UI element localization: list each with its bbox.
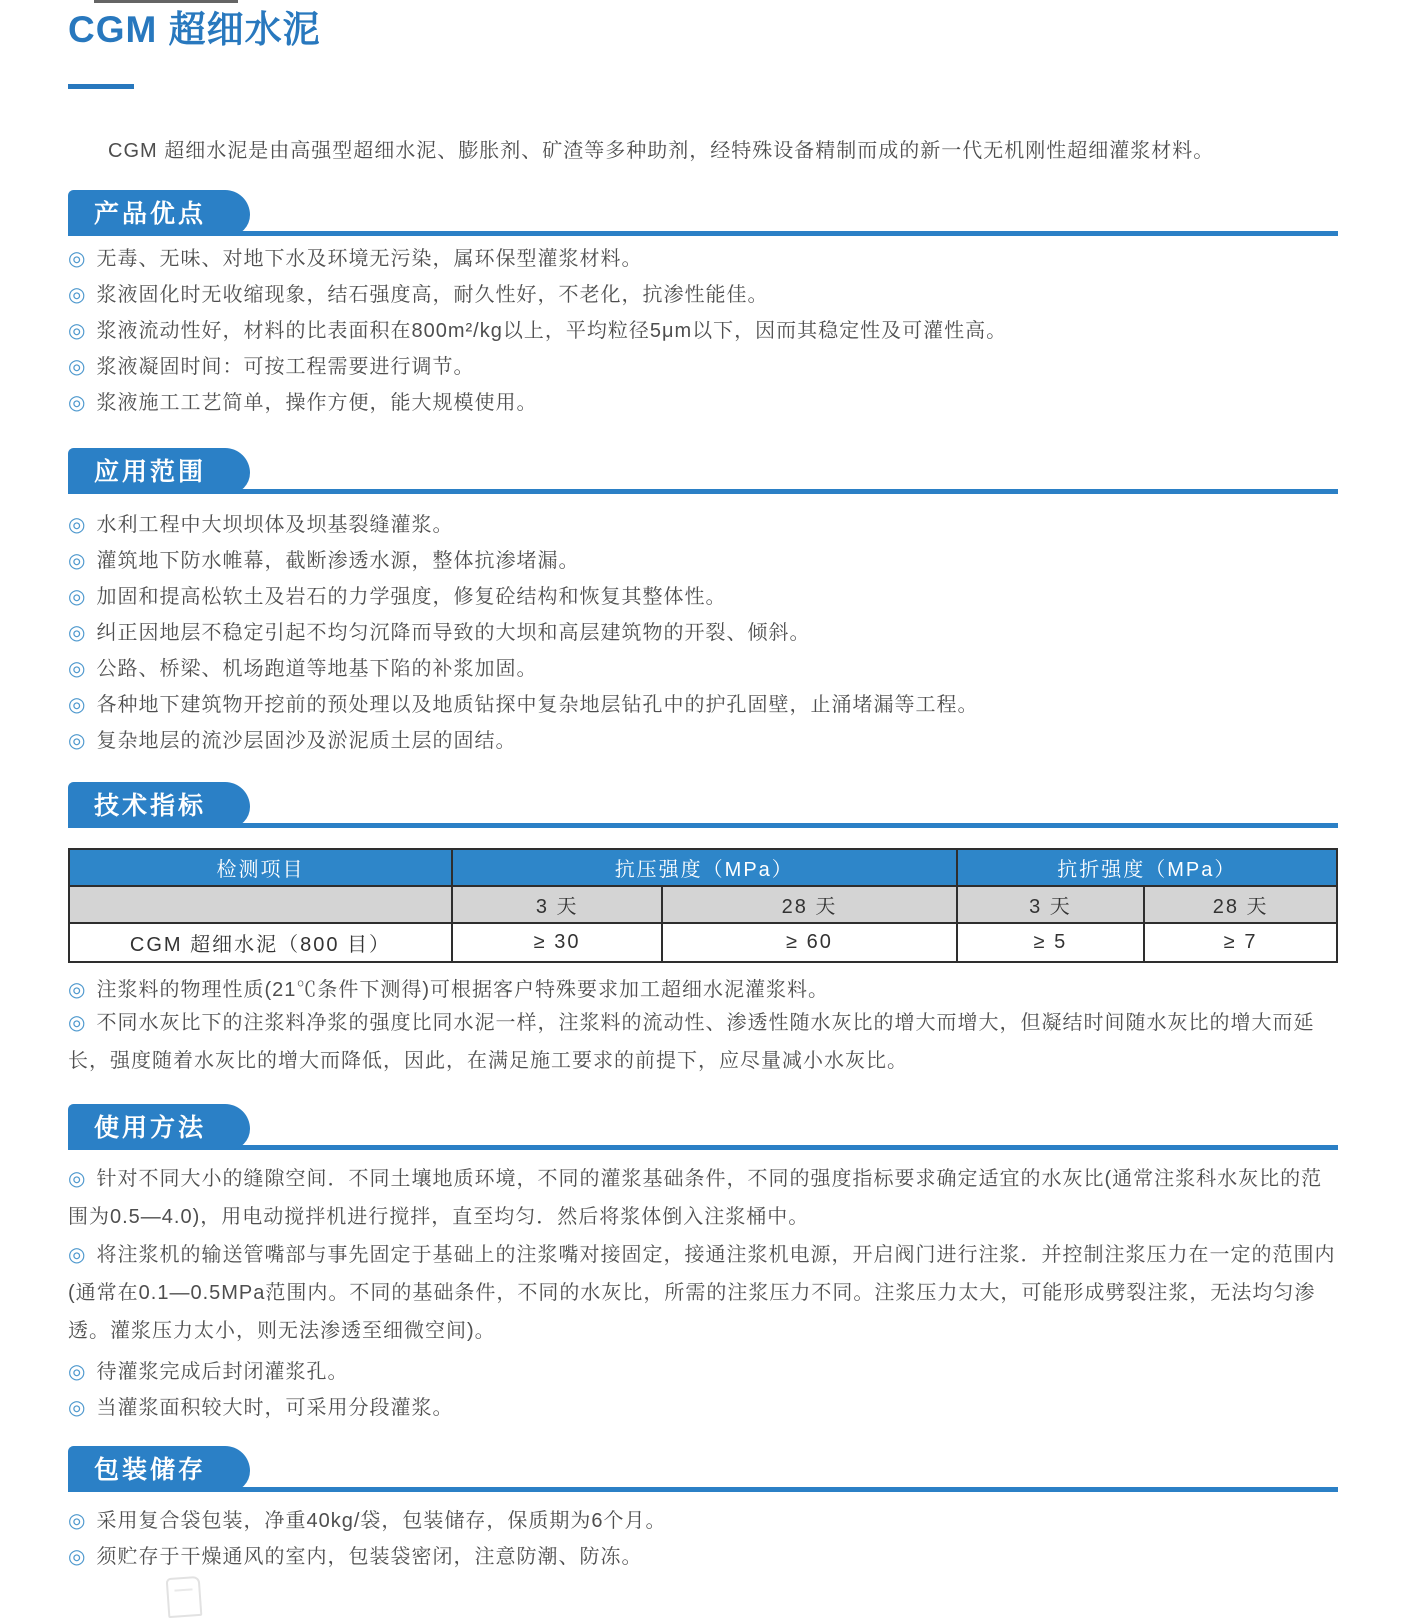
section-header-usage bbox=[68, 1104, 1338, 1150]
table-subheader-row bbox=[69, 886, 1337, 923]
table-row bbox=[69, 923, 1337, 962]
table-header-row bbox=[69, 849, 1337, 886]
list-item bbox=[68, 584, 1338, 611]
advantages-list bbox=[68, 246, 1338, 417]
section-heading: 使用方法 bbox=[94, 1114, 207, 1142]
bullet-icon: ◎ bbox=[68, 284, 87, 306]
bullet-text: 将注浆机的输送管嘴部与事先固定于基础上的注浆嘴对接固定，接通注浆机电源，开启阀门进行注浆．并控制注浆压力在一定的范围内(通常在0.1—0.5MPa范围内。不同的基础条件，不同的水灰比，所需的注浆压力不同。注浆压力太大，可能形成劈裂注浆，无法均匀渗透。灌浆压力太小，则无法渗透至细微空间)。 bbox=[68, 1244, 1336, 1342]
bullet-icon: ◎ bbox=[68, 248, 87, 270]
bullet-icon: ◎ bbox=[68, 979, 87, 1001]
subheader-cell: 28 天 bbox=[662, 886, 956, 923]
bullet-text: 浆液施工工艺简单，操作方便，能大规模使用。 bbox=[96, 392, 538, 414]
list-item bbox=[68, 977, 1338, 1004]
list-item bbox=[68, 548, 1338, 575]
list-item bbox=[68, 390, 1338, 417]
bullet-text: 注浆料的物理性质(21℃条件下测得)可根据客户特殊要求加工超细水泥灌浆料。 bbox=[96, 979, 830, 1001]
section-heading: 应用范围 bbox=[94, 458, 207, 486]
bullet-icon: ◎ bbox=[68, 1168, 87, 1190]
section-divider-line bbox=[68, 823, 1338, 828]
datasheet-page bbox=[68, 0, 1338, 1571]
bullet-icon: ◎ bbox=[68, 730, 87, 752]
section-header-applications bbox=[68, 448, 1338, 494]
section-heading: 包装储存 bbox=[94, 1456, 207, 1484]
list-item bbox=[68, 728, 1338, 755]
bullet-icon: ◎ bbox=[68, 1244, 87, 1266]
list-item bbox=[68, 620, 1338, 647]
bullet-text: 不同水灰比下的注浆料净浆的强度比同水泥一样，注浆料的流动性、渗透性随水灰比的增大而增大，但凝结时间随水灰比的增大而延长，强度随着水灰比的增大而降低，因此，在满足施工要求的前提下，应尽量减小水灰比。 bbox=[68, 1012, 1315, 1072]
list-item bbox=[68, 1160, 1338, 1236]
bullet-icon: ◎ bbox=[68, 1546, 87, 1568]
section-tab-usage bbox=[68, 1104, 250, 1150]
bullet-icon: ◎ bbox=[68, 392, 87, 414]
list-item bbox=[68, 1004, 1338, 1080]
subheader-cell: 28 天 bbox=[1144, 886, 1337, 923]
subheader-cell: 3 天 bbox=[957, 886, 1145, 923]
cell-value: ≥ 5 bbox=[957, 923, 1145, 962]
bullet-icon: ◎ bbox=[68, 1361, 87, 1383]
usage-list bbox=[68, 1160, 1338, 1422]
bullet-icon: ◎ bbox=[68, 514, 87, 536]
list-item bbox=[68, 1508, 1338, 1535]
bullet-icon: ◎ bbox=[68, 550, 87, 572]
list-item bbox=[68, 656, 1338, 683]
bullet-text: 水利工程中大坝坝体及坝基裂缝灌浆。 bbox=[96, 514, 454, 536]
bullet-text: 待灌浆完成后封闭灌浆孔。 bbox=[96, 1361, 349, 1383]
specs-table bbox=[68, 848, 1338, 963]
bullet-icon: ◎ bbox=[68, 586, 87, 608]
section-tab-storage bbox=[68, 1446, 250, 1492]
col-header-item: 检测项目 bbox=[69, 849, 452, 886]
bullet-text: 浆液固化时无收缩现象，结石强度高，耐久性好，不老化，抗渗性能佳。 bbox=[96, 284, 769, 306]
bullet-icon: ◎ bbox=[68, 320, 87, 342]
section-tab-specs bbox=[68, 782, 250, 828]
list-item bbox=[68, 354, 1338, 381]
bullet-icon: ◎ bbox=[68, 658, 87, 680]
bullet-text: 当灌浆面积较大时，可采用分段灌浆。 bbox=[96, 1397, 454, 1419]
cell-value: ≥ 30 bbox=[452, 923, 662, 962]
specs-notes bbox=[68, 977, 1338, 1080]
list-item bbox=[68, 282, 1338, 309]
cell-product-name: CGM 超细水泥（800 目） bbox=[69, 923, 452, 962]
list-item bbox=[68, 1544, 1338, 1571]
page-title: CGM 超细水泥 bbox=[68, 9, 321, 50]
bullet-text: 针对不同大小的缝隙空间．不同土壤地质环境，不同的灌浆基础条件，不同的强度指标要求确定适宜的水灰比(通常注浆科水灰比的范围为0.5—4.0)，用电动搅拌机进行搅拌，直至均匀．然后将浆体倒入注浆桶中。 bbox=[68, 1168, 1323, 1228]
bullet-icon: ◎ bbox=[68, 1397, 87, 1419]
bullet-text: 浆液凝固时间：可按工程需要进行调节。 bbox=[96, 356, 475, 378]
col-header-compressive: 抗压强度（MPa） bbox=[452, 849, 957, 886]
section-heading: 产品优点 bbox=[94, 200, 207, 228]
applications-list bbox=[68, 512, 1338, 755]
intro-paragraph: CGM 超细水泥是由高强型超细水泥、膨胀剂、矿渣等多种助剂，经特殊设备精制而成的新一代无机刚性超细灌浆材料。 bbox=[108, 140, 1215, 162]
section-header-advantages bbox=[68, 190, 1338, 236]
bullet-text: 复杂地层的流沙层固沙及淤泥质土层的固结。 bbox=[96, 730, 517, 752]
list-item bbox=[68, 246, 1338, 273]
section-divider-line bbox=[68, 489, 1338, 494]
bullet-text: 浆液流动性好，材料的比表面积在800m²/kg以上，平均粒径5μm以下，因而其稳定性及可灌性高。 bbox=[96, 320, 1008, 342]
list-item bbox=[68, 1359, 1338, 1386]
subheader-cell: 3 天 bbox=[452, 886, 662, 923]
section-tab-advantages bbox=[68, 190, 250, 236]
section-header-storage bbox=[68, 1446, 1338, 1492]
storage-list bbox=[68, 1508, 1338, 1571]
bullet-icon: ◎ bbox=[68, 1510, 87, 1532]
bullet-text: 采用复合袋包装，净重40kg/袋，包装储存，保质期为6个月。 bbox=[96, 1510, 667, 1532]
bullet-icon: ◎ bbox=[68, 1012, 87, 1034]
title-underline bbox=[68, 84, 134, 89]
list-item bbox=[68, 1395, 1338, 1422]
bullet-text: 灌筑地下防水帷幕，截断渗透水源，整体抗渗堵漏。 bbox=[96, 550, 580, 572]
section-divider-line bbox=[68, 231, 1338, 236]
list-item bbox=[68, 1236, 1338, 1350]
section-heading: 技术指标 bbox=[94, 792, 207, 820]
section-divider-line bbox=[68, 1487, 1338, 1492]
bullet-text: 须贮存于干燥通风的室内，包装袋密闭，注意防潮、防冻。 bbox=[96, 1546, 643, 1568]
cell-value: ≥ 7 bbox=[1144, 923, 1337, 962]
bullet-icon: ◎ bbox=[68, 694, 87, 716]
subheader-empty-cell bbox=[69, 886, 452, 923]
col-header-flexural: 抗折强度（MPa） bbox=[957, 849, 1337, 886]
bullet-text: 各种地下建筑物开挖前的预处理以及地质钻探中复杂地层钻孔中的护孔固壁，止涌堵漏等工程。 bbox=[96, 694, 979, 716]
bullet-text: 加固和提高松软土及岩石的力学强度，修复砼结构和恢复其整体性。 bbox=[96, 586, 727, 608]
section-tab-applications bbox=[68, 448, 250, 494]
bullet-icon: ◎ bbox=[68, 622, 87, 644]
bullet-icon: ◎ bbox=[68, 356, 87, 378]
bullet-text: 公路、桥梁、机场跑道等地基下陷的补浆加固。 bbox=[96, 658, 538, 680]
list-item bbox=[68, 512, 1338, 539]
bullet-text: 无毒、无味、对地下水及环境无污染，属环保型灌浆材料。 bbox=[96, 248, 643, 270]
list-item bbox=[68, 318, 1338, 345]
list-item bbox=[68, 692, 1338, 719]
bullet-text: 纠正因地层不稳定引起不均匀沉降而导致的大坝和高层建筑物的开裂、倾斜。 bbox=[96, 622, 811, 644]
package-bag-watermark-image bbox=[166, 1576, 203, 1618]
section-header-specs bbox=[68, 782, 1338, 828]
section-divider-line bbox=[68, 1145, 1338, 1150]
cell-value: ≥ 60 bbox=[662, 923, 956, 962]
